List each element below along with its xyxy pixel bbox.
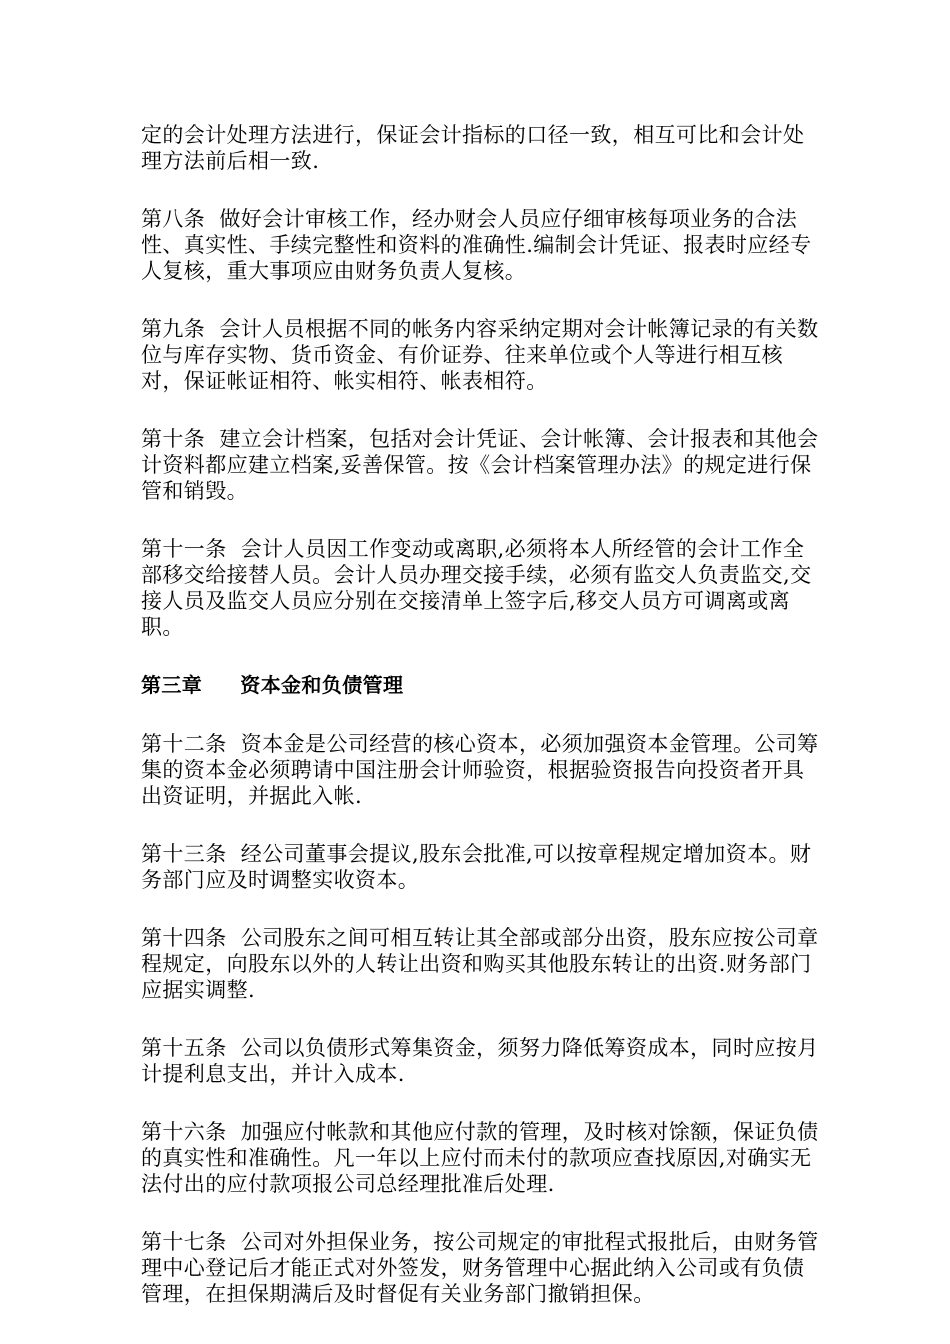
paragraph-article-15: 第十五条 公司以负债形式筹集资金，须努力降低筹资成本，同时应按月计提利息支出，并计入成本. (141, 1036, 819, 1086)
paragraph-article-10: 第十条 建立会计档案，包括对会计凭证、会计帐簿、会计报表和其他会计资料都应建立档案,妥善保管。按《会计档案管理办法》的规定进行保管和销毁。 (141, 427, 819, 503)
paragraph-article-12: 第十二条 资本金是公司经营的核心资本，必须加强资本金管理。公司筹集的资本金必须聘请中国注册会计师验资，根据验资报告向投资者开具出资证明，并据此入帐. (141, 732, 819, 808)
paragraph-article-16: 第十六条 加强应付帐款和其他应付款的管理，及时核对馀额，保证负债的真实性和准确性。凡一年以上应付而未付的款项应查找原因,对确实无法付出的应付款项报公司总经理批准后处理. (141, 1120, 819, 1196)
paragraph-article-11: 第十一条 会计人员因工作变动或离职,必须将本人所经管的会计工作全部移交给接替人员。会计人员办理交接手续，必须有监交人负责监交,交接人员及监交人员应分别在交接清单上签字后,移交人员方可调离或离职。 (141, 537, 812, 639)
chapter-heading (141, 672, 821, 698)
chapter-title: 资本金和负债管理 (240, 673, 404, 697)
paragraph-article-14: 第十四条 公司股东之间可相互转让其全部或部分出资，股东应按公司章程规定，向股东以外的人转让出资和购买其他股东转让的出资.财务部门应据实调整. (141, 926, 819, 1002)
paragraph-article-13: 第十三条 经公司董事会提议,股东会批准,可以按章程规定增加资本。财务部门应及时调整实收资本。 (141, 842, 812, 892)
document-body (141, 122, 821, 1339)
paragraph-article-7-continued: 定的会计处理方法进行，保证会计指标的口径一致，相互可比和会计处理方法前后相一致. (141, 123, 805, 173)
paragraph-article-9: 第九条 会计人员根据不同的帐务内容采纳定期对会计帐簿记录的有关数位与库存实物、货币资金、有价证券、往来单位或个人等进行相互核对，保证帐证相符、帐实相符、帐表相符。 (141, 317, 819, 393)
chapter-number: 第三章 (141, 673, 203, 697)
paragraph-article-8: 第八条 做好会计审核工作，经办财会人员应仔细审核每项业务的合法性、真实性、手续完整性和资料的准确性.编制会计凭证、报表时应经专人复核，重大事项应由财务负责人复核。 (141, 207, 812, 283)
paragraph-article-17: 第十七条 公司对外担保业务，按公司规定的审批程式报批后，由财务管理中心登记后才能正式对外签发，财务管理中心据此纳入公司或有负债管理，在担保期满后及时督促有关业务部门撤销担保。 (141, 1230, 819, 1306)
